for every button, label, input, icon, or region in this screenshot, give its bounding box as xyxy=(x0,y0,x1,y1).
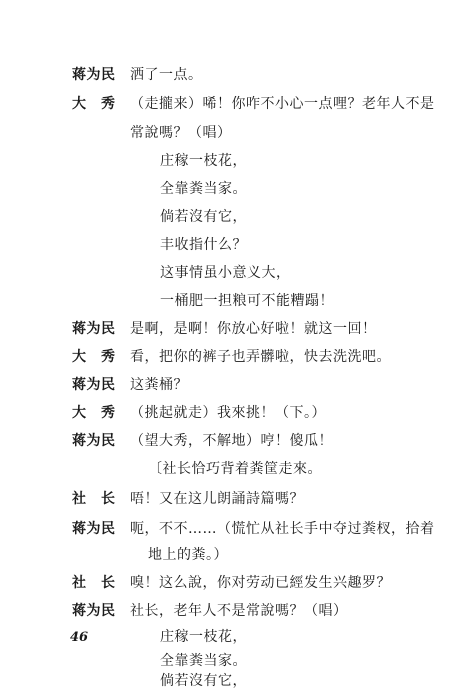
dialogue-text: 是啊，是啊！你放心好啦！就这一回！ xyxy=(130,321,377,337)
verse-line: 丰收指什么？ xyxy=(160,237,247,253)
dialogue-text: （走攏来）唏！你咋不小心一点哩？老年人不是 xyxy=(130,96,435,112)
speaker-label: 大 秀 xyxy=(72,96,116,112)
verse-line: 庄稼一枝花， xyxy=(160,629,247,645)
dialogue-text: （挑起就走）我來挑！（下。） xyxy=(130,405,326,421)
dialogue-text: 常說嗎？（唱） xyxy=(130,125,232,141)
dialogue-text: 嗅！这么說，你对劳动已經发生兴趣罗？ xyxy=(130,575,391,591)
speaker-label: 蒋为民 xyxy=(72,321,116,337)
dialogue-continuation: 地上的粪。） xyxy=(148,547,228,563)
speaker-label: 社 长 xyxy=(72,491,116,507)
verse-line: 全靠粪当家。 xyxy=(160,181,247,197)
dialogue-text: 这粪桶？ xyxy=(130,377,188,393)
speaker-label: 大 秀 xyxy=(72,349,116,365)
verse-line: 倘若沒有它， xyxy=(160,209,247,225)
dialogue-text: 呃，不不……（慌忙从社长手中夺过粪杈，拾着 xyxy=(130,521,435,537)
speaker-label: 蒋为民 xyxy=(72,377,116,393)
verse-line: 这事情虽小意义大， xyxy=(160,265,291,281)
page-number: 46 xyxy=(70,630,89,645)
dialogue-text: 洒了一点。 xyxy=(130,67,203,83)
speaker-label: 蒋为民 xyxy=(72,521,116,537)
verse-line: 全靠粪当家。 xyxy=(160,653,247,669)
dialogue-text: （望大秀，不解地）哼！傻瓜！ xyxy=(130,433,333,449)
stage-direction: 〔社长恰巧背着粪筐走來。 xyxy=(148,461,322,477)
verse-line: 一桶肥一担粮可不能糟蹋！ xyxy=(160,293,334,309)
speaker-label: 蒋为民 xyxy=(72,67,116,83)
dialogue-text: 唔！又在这儿朗誦詩篇嗎？ xyxy=(130,491,304,507)
speaker-label: 蒋为民 xyxy=(72,603,116,619)
speaker-label: 社 长 xyxy=(72,575,116,591)
verse-line: 庄稼一枝花， xyxy=(160,153,247,169)
dialogue-text: 看，把你的裤子也弄髒啦，快去洗洗吧。 xyxy=(130,349,391,365)
speaker-label: 蒋为民 xyxy=(72,433,116,449)
speaker-label: 大 秀 xyxy=(72,405,116,421)
dialogue-text: 社长，老年人不是常說嗎？（唱） xyxy=(130,603,348,619)
verse-line: 倘若沒有它， xyxy=(160,673,247,689)
